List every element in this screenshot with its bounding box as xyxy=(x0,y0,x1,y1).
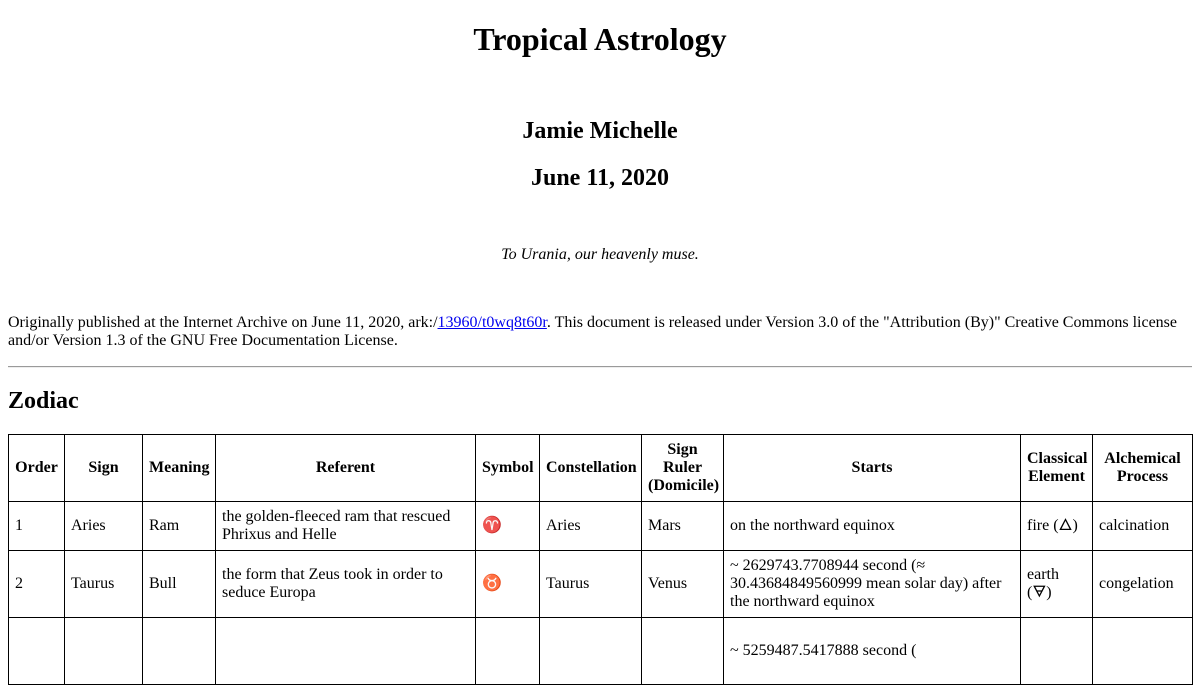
cell-element: earth (🜃) xyxy=(1021,551,1093,618)
column-header-constellation: Constellation xyxy=(540,435,642,502)
cell-process xyxy=(1093,618,1193,685)
cell-constellation: Aries xyxy=(540,502,642,551)
table-header-row xyxy=(9,435,1193,502)
cell-order: 2 xyxy=(9,551,65,618)
cell-starts: ~ 2629743.7708944 second (≈ 30.43684849560999 mean solar day) after the northward equinox xyxy=(724,551,1021,618)
column-header-starts: Starts xyxy=(724,435,1021,502)
cell-ruler: Venus xyxy=(642,551,724,618)
cell-order: 1 xyxy=(9,502,65,551)
document-title: Tropical Astrology xyxy=(473,21,727,57)
license-suffix: . This document is released under Version 3.0 of the "Attribution (By)" Creative Commons license and/or Version 1.3 of the GNU Free Documentation License. xyxy=(8,314,1178,349)
license-paragraph xyxy=(8,314,1188,350)
cell-sign: Aries xyxy=(65,502,143,551)
column-header-element: Classical Element xyxy=(1021,435,1093,502)
cell-process: calcination xyxy=(1093,502,1193,551)
cell-constellation xyxy=(540,618,642,685)
cell-sign: Taurus xyxy=(65,551,143,618)
column-header-order: Order xyxy=(9,435,65,502)
cell-symbol xyxy=(476,618,540,685)
cell-element: fire (🜂) xyxy=(1021,502,1093,551)
cell-starts: on the northward equinox xyxy=(724,502,1021,551)
column-header-symbol: Symbol xyxy=(476,435,540,502)
cell-constellation: Taurus xyxy=(540,551,642,618)
cell-element xyxy=(1021,618,1093,685)
cell-meaning xyxy=(143,618,216,685)
cell-sign xyxy=(65,618,143,685)
zodiac-table xyxy=(8,434,1193,685)
horizontal-rule xyxy=(8,366,1192,368)
cell-starts: ~ 5259487.5417888 second ( xyxy=(724,618,1021,685)
dedication: To Urania, our heavenly muse. xyxy=(501,246,699,263)
cell-ruler: Mars xyxy=(642,502,724,551)
cell-process: congelation xyxy=(1093,551,1193,618)
author-name: Jamie Michelle xyxy=(522,118,678,144)
table-row xyxy=(9,618,1193,685)
cell-referent xyxy=(216,618,476,685)
table-row xyxy=(9,551,1193,618)
cell-order xyxy=(9,618,65,685)
ark-link[interactable]: 13960/t0wq8t60r xyxy=(437,314,547,331)
cell-referent: the golden-fleeced ram that rescued Phrixus and Helle xyxy=(216,502,476,551)
cell-ruler xyxy=(642,618,724,685)
publication-date: June 11, 2020 xyxy=(530,165,670,191)
cell-referent: the form that Zeus took in order to seduce Europa xyxy=(216,551,476,618)
cell-symbol: ♉ xyxy=(476,551,540,618)
cell-symbol: ♈ xyxy=(476,502,540,551)
column-header-sign: Sign xyxy=(65,435,143,502)
cell-meaning: Bull xyxy=(143,551,216,618)
column-header-process: Alchemical Process xyxy=(1093,435,1193,502)
cell-meaning: Ram xyxy=(143,502,216,551)
table-row xyxy=(9,502,1193,551)
column-header-referent: Referent xyxy=(216,435,476,502)
column-header-ruler: Sign Ruler (Domicile) xyxy=(642,435,724,502)
zodiac-heading: Zodiac xyxy=(8,388,79,414)
column-header-meaning: Meaning xyxy=(143,435,216,502)
license-prefix: Originally published at the Internet Archive on June 11, 2020, ark:/ xyxy=(8,314,438,331)
